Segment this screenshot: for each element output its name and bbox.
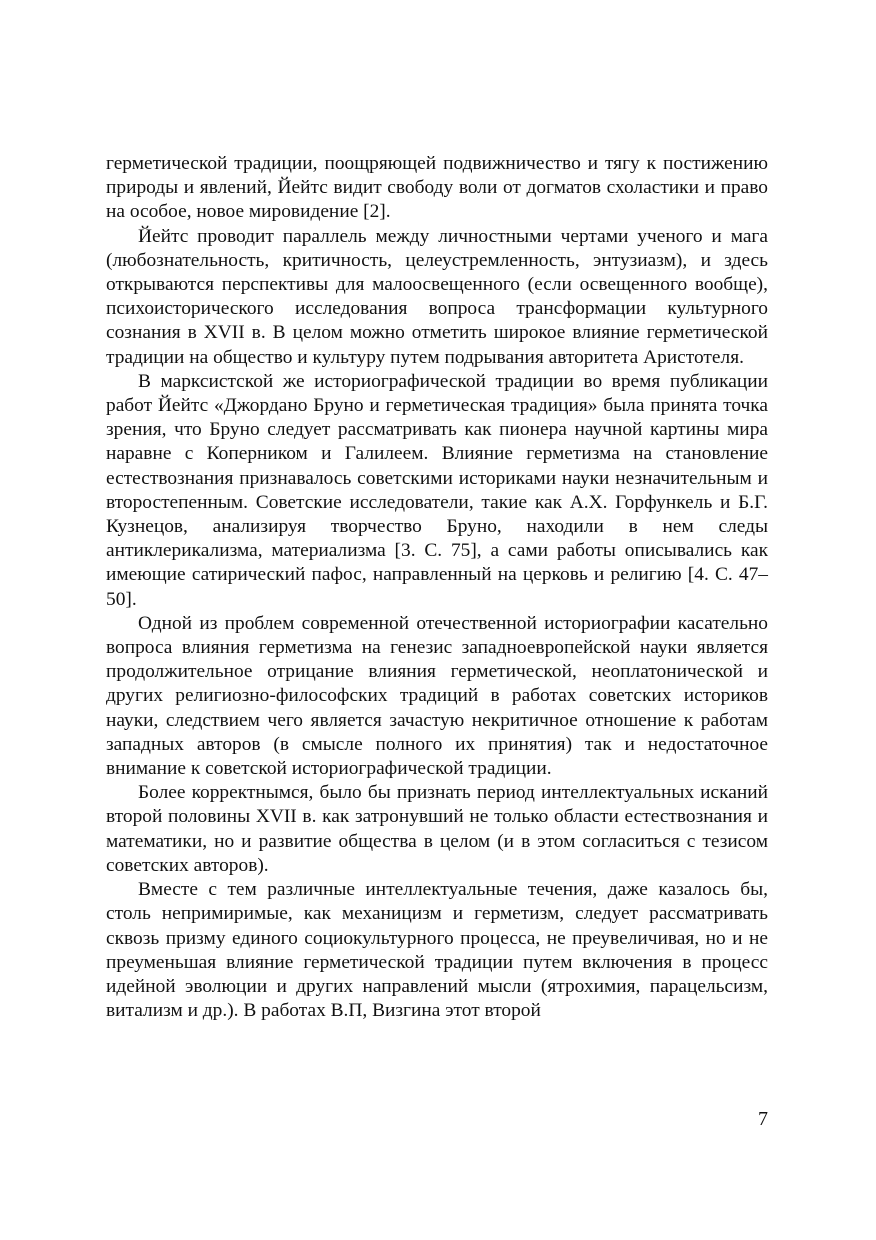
paragraph-3: В марксистской же историографической традиции во время публикации работ Йейтс «Джордано Бруно и герметическая традиция» была принята точка зрения, что Бруно следует рассматривать как пионера научной картины мира наравне с Коперником и Галилеем. Влияние герметизма на становление естествознания признавалось советскими историками науки незначительным и второстепенным. Советские исследователи, такие как А.Х. Горфункель и Б.Г. Кузнецов, анализируя творчество Бруно, находили в нем следы антиклерикализма, материализма [3. С. 75], а сами работы описывались как имеющие сатирический пафос, направленный на церковь и религию [4. С. 47–50].	[106, 370, 768, 610]
paragraph-4: Одной из проблем современной отечественной историографии касательно вопроса влияния герметизма на генезис западноевропейской науки является продолжительное отрицание влияния герметической, неоплатонической и других религиозно-философских традиций в работах советских историков науки, следствием чего является зачастую некритичное отношение к работам западных авторов (в смысле полного их принятия) так и недостаточное внимание к советской историографической традиции.	[106, 612, 768, 780]
paragraph-2: Йейтс проводит параллель между личностными чертами ученого и мага (любознательность, критичность, целеустремленность, энтузиазм), и здесь открываются перспективы для малоосвещенного (если освещенного вообще), психоисторического исследования вопроса трансформации культурного сознания в XVII в. В целом можно отметить широкое влияние герметической традиции на общество и культуру путем подрывания авторитета Аристотеля.	[106, 225, 768, 368]
document-body	[106, 152, 768, 1023]
paragraph-5: Более корректнымся, было бы признать период интеллектуальных исканий второй половины XVII в. как затронувший не только области естествознания и математики, но и развитие общества в целом (и в этом согласиться с тезисом советских авторов).	[106, 782, 768, 876]
page-number: 7	[758, 1108, 768, 1130]
paragraph-6: Вместе с тем различные интеллектуальные течения, даже казалось бы, столь непримиримые, как механицизм и герметизм, следует рассматривать сквозь призму единого социокультурного процесса, не преувеличивая, но и не преуменьшая влияние герметической традиции путем включения в процесс идейной эволюции и других направлений мысли (ятрохимия, парацельсизм, витализм и др.). В работах В.П, Визгина этот второй	[106, 879, 768, 1022]
paragraph-1: герметической традиции, поощряющей подвижничество и тягу к постижению природы и явлений, Йейтс видит свободу воли от догматов схоластики и право на особое, новое мировидение [2].	[106, 153, 768, 223]
